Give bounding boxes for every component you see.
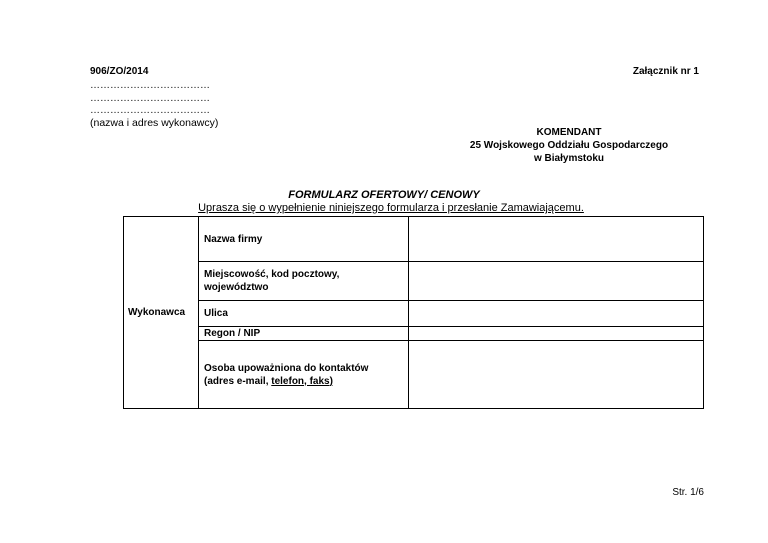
contractor-extra-dotted-line: ……………………………… (90, 105, 210, 116)
contact-person-label (199, 341, 409, 409)
recipient-block (439, 126, 699, 165)
contractor-address-note: (nazwa i adres wykonawcy) (90, 117, 219, 129)
contractor-details-table (123, 216, 704, 409)
locality-label (199, 262, 409, 301)
contact-person-label-line2 (204, 375, 408, 388)
contact-person-field[interactable] (409, 341, 704, 409)
contact-person-label-underlined: telefon, faks) (271, 375, 333, 387)
page-number: Str. 1/6 (672, 487, 704, 498)
recipient-city: w Białymstoku (533, 153, 605, 164)
company-name-label: Nazwa firmy (199, 217, 409, 262)
recipient-title: KOMENDANT (536, 127, 602, 138)
contractor-address-dotted-line: ……………………………… (90, 93, 210, 104)
recipient-unit: 25 Wojskowego Oddziału Gospodarczego (469, 140, 669, 151)
contact-person-label-line1: Osoba upoważniona do kontaktów (204, 362, 369, 374)
locality-field[interactable] (409, 262, 704, 301)
street-label: Ulica (199, 301, 409, 327)
locality-label-line1: Miejscowość, kod pocztowy, (204, 269, 340, 280)
locality-label-line2: województwo (204, 282, 269, 293)
regon-nip-field[interactable] (409, 327, 704, 341)
regon-nip-label: Regon / NIP (199, 327, 409, 341)
form-instructions: Uprasza się o wypełnienie niniejszego formularza i przesłanie Zamawiającemu. (198, 202, 584, 214)
reference-number: 906/ZO/2014 (90, 66, 149, 77)
contact-person-label-prefix: (adres e-mail, (204, 375, 272, 387)
attachment-label: Załącznik nr 1 (632, 66, 699, 77)
street-field[interactable] (409, 301, 704, 327)
contractor-side-label: Wykonawca (124, 217, 199, 409)
contractor-name-dotted-line: ……………………………… (90, 80, 210, 91)
company-name-field[interactable] (409, 217, 704, 262)
form-title: FORMULARZ OFERTOWY/ CENOWY (288, 189, 480, 201)
